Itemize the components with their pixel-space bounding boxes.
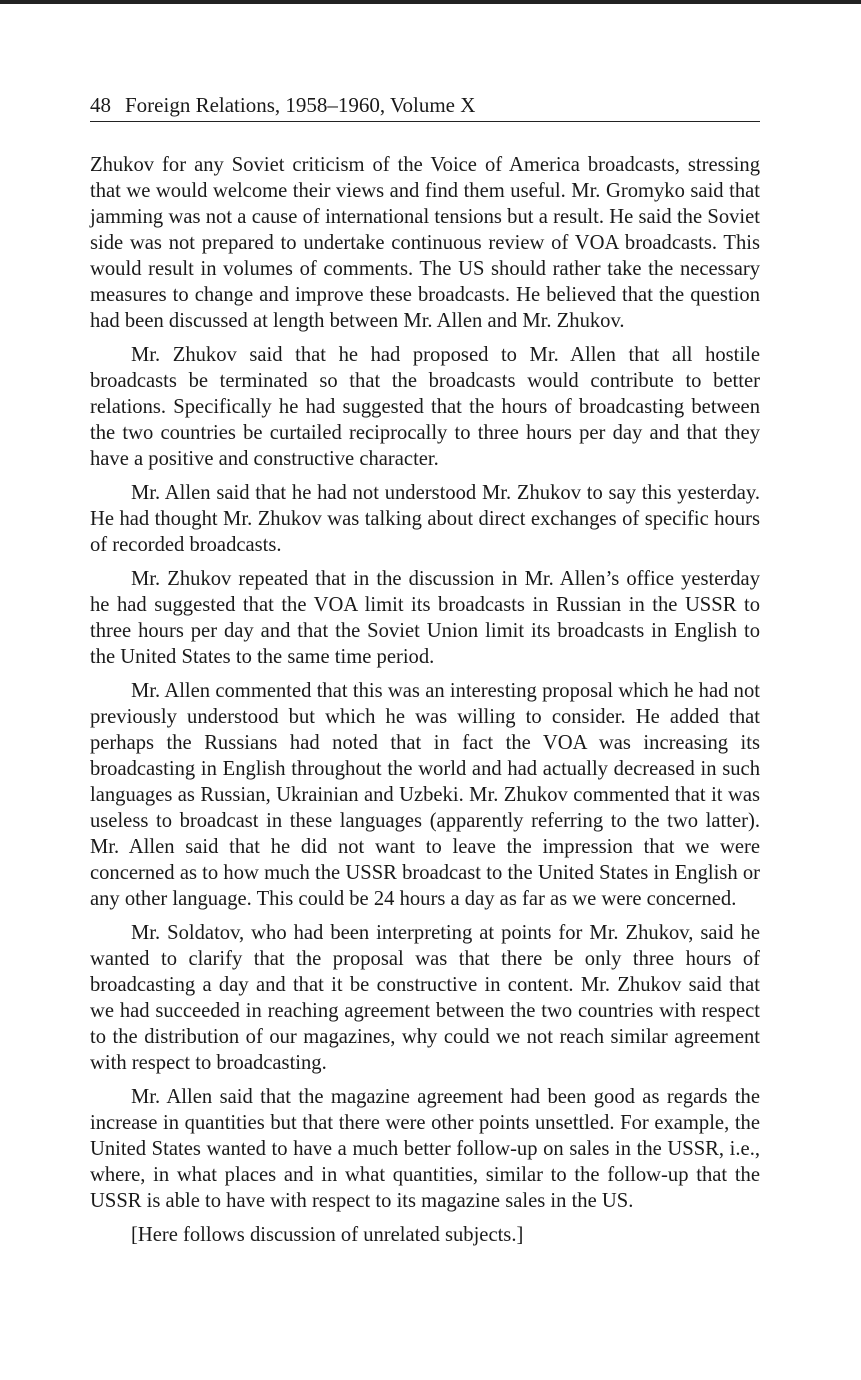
- paragraph: Mr. Allen said that he had not understood Mr. Zhukov to say this yesterday. He had thought Mr. Zhukov was talking about direct exchanges of specific hours of recorded broadcasts.: [90, 482, 760, 556]
- running-header: [90, 92, 760, 122]
- scan-top-edge: [0, 0, 861, 4]
- page-number: 48: [90, 93, 111, 117]
- paragraph: Mr. Zhukov said that he had proposed to Mr. Allen that all hostile broadcasts be terminated so that the broadcasts would contribute to better relations. Specifically he had suggested that the hours of broadcasting between the two countries be curtailed reciprocally to three hours per day and that they have a positive and constructive character.: [90, 344, 760, 470]
- paragraph: Mr. Allen said that the magazine agreement had been good as regards the increase in quantities but that there were other points unsettled. For example, the United States wanted to have a much better follow-up on sales in the USSR, i.e., where, in what places and in what quantities, similar to the follow-up that the USSR is able to have with respect to its magazine sales in the US.: [90, 1086, 760, 1212]
- paragraph: Mr. Soldatov, who had been interpreting at points for Mr. Zhukov, said he wanted to clarify that the proposal was that there be only three hours of broadcasting a day and that it be constructive in content. Mr. Zhukov said that we had succeeded in reaching agreement between the two countries with respect to the distribution of our magazines, why could we not reach similar agreement with respect to broadcasting.: [90, 922, 760, 1074]
- body-text: [90, 152, 760, 1248]
- paragraph: Mr. Allen commented that this was an interesting proposal which he had not previously understood but which he was willing to consider. He added that perhaps the Russians had noted that in fact the VOA was increasing its broadcasting in English throughout the world and had actually decreased in such languages as Russian, Ukrainian and Uzbeki. Mr. Zhukov commented that it was useless to broadcast in these languages (apparently referring to the two latter). Mr. Allen said that he did not want to leave the impression that we were concerned as to how much the USSR broadcast to the United States in English or any other language. This could be 24 hours a day as far as we were concerned.: [90, 680, 760, 910]
- document-page: [90, 92, 760, 1256]
- paragraph: Mr. Zhukov repeated that in the discussion in Mr. Allen’s office yesterday he had suggested that the VOA limit its broadcasts in Russian in the USSR to three hours per day and that the Soviet Union limit its broadcasts in English to the United States to the same time period.: [90, 568, 760, 668]
- editorial-note: [Here follows discussion of unrelated subjects.]: [131, 1224, 524, 1246]
- publication-title: Foreign Relations, 1958–1960, Volume X: [125, 93, 476, 117]
- paragraph-continued: Zhukov for any Soviet criticism of the Voice of America broadcasts, stressing that we would welcome their views and find them useful. Mr. Gromyko said that jamming was not a cause of international tensions but a result. He said the Soviet side was not prepared to undertake continuous review of VOA broadcasts. This would result in volumes of comments. The US should rather take the necessary measures to change and improve these broadcasts. He believed that the question had been discussed at length between Mr. Allen and Mr. Zhukov.: [90, 154, 760, 332]
